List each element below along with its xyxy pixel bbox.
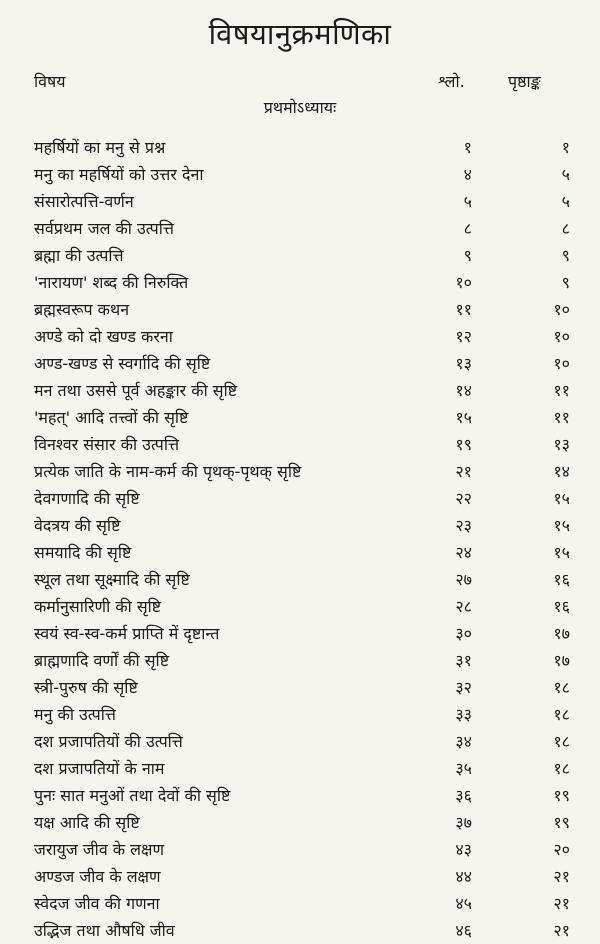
entry-page: ५ <box>561 192 570 211</box>
entry-shloka: १९ <box>455 435 472 454</box>
entry-page: १६ <box>553 597 570 616</box>
entry-subject: मनु का महर्षियों को उत्तर देना <box>34 165 204 184</box>
list-item <box>0 566 600 593</box>
entry-page: २१ <box>553 867 570 886</box>
entry-subject: सर्वप्रथम जल की उत्पत्ति <box>34 219 174 238</box>
entry-shloka: ४५ <box>455 894 472 913</box>
entry-shloka: १ <box>463 138 472 157</box>
entry-shloka: ४४ <box>455 867 472 886</box>
list-item <box>0 377 600 404</box>
entry-shloka: १३ <box>455 354 472 373</box>
entry-shloka: १४ <box>455 381 472 400</box>
entry-subject: ब्रह्मा की उत्पत्ति <box>34 246 124 265</box>
header-subject: विषय <box>34 72 66 91</box>
entry-subject: 'नारायण' शब्द की निरुक्ति <box>34 273 189 292</box>
entry-shloka: २४ <box>455 543 472 562</box>
list-item <box>0 620 600 647</box>
header-shloka: श्लो. <box>438 72 465 91</box>
list-item <box>0 512 600 539</box>
entry-shloka: २३ <box>455 516 472 535</box>
list-item <box>0 890 600 917</box>
entry-shloka: ३० <box>455 624 472 643</box>
entry-shloka: १५ <box>455 408 472 427</box>
entry-shloka: ४ <box>463 165 472 184</box>
list-item <box>0 296 600 323</box>
list-item <box>0 215 600 242</box>
list-item <box>0 269 600 296</box>
list-item <box>0 323 600 350</box>
entry-shloka: २७ <box>455 570 472 589</box>
entry-subject: वेदत्रय की सृष्टि <box>34 516 121 535</box>
list-item <box>0 863 600 890</box>
list-item <box>0 404 600 431</box>
entry-subject: उद्भिज तथा औषधि जीव <box>34 921 175 940</box>
entry-page: १९ <box>553 813 570 832</box>
entry-shloka: ३५ <box>455 759 472 778</box>
list-item <box>0 647 600 674</box>
entry-page: १८ <box>553 705 570 724</box>
entry-subject: देवगणादि की सृष्टि <box>34 489 140 508</box>
entry-page: ५ <box>561 165 570 184</box>
entry-subject: कर्मानुसारिणी की सृष्टि <box>34 597 162 616</box>
list-item <box>0 134 600 161</box>
entry-subject: स्वेदज जीव की गणना <box>34 894 160 913</box>
list-item <box>0 188 600 215</box>
entry-subject: स्वयं स्व-स्व-कर्म प्राप्ति में दृष्टान्त <box>34 624 220 643</box>
entry-subject: जरायुज जीव के लक्षण <box>34 840 165 859</box>
entry-page: १३ <box>553 435 570 454</box>
header-page: पृष्ठाङ्क <box>508 72 541 91</box>
entry-subject: संसारोत्पत्ति-वर्णन <box>34 192 134 211</box>
list-item <box>0 836 600 863</box>
entry-subject: ब्राह्मणादि वर्णों की सृष्टि <box>34 651 170 670</box>
entry-page: ८ <box>561 219 570 238</box>
entry-shloka: ८ <box>463 219 472 238</box>
entry-shloka: ९ <box>463 246 472 265</box>
entry-page: १७ <box>553 624 570 643</box>
entry-page: १४ <box>553 462 570 481</box>
entry-page: १ <box>561 138 570 157</box>
entry-page: १० <box>553 327 570 346</box>
page-title: विषयानुक्रमणिका <box>208 17 392 51</box>
entry-page: ११ <box>553 381 570 400</box>
entry-page: १५ <box>553 516 570 535</box>
list-item <box>0 755 600 782</box>
entry-page: २१ <box>553 894 570 913</box>
entry-subject: दश प्रजापतियों के नाम <box>34 759 165 778</box>
entry-page: १८ <box>553 678 570 697</box>
list-item <box>0 593 600 620</box>
entry-page: २० <box>553 840 570 859</box>
entry-shloka: ३३ <box>455 705 472 724</box>
entry-subject: ब्रह्मस्वरूप कथन <box>34 300 130 319</box>
entry-subject: अण्डे को दो खण्ड करना <box>34 327 173 346</box>
entry-shloka: ४३ <box>455 840 472 859</box>
entry-shloka: ३७ <box>455 813 472 832</box>
entry-page: ९ <box>561 273 570 292</box>
entries-list <box>0 134 600 944</box>
entry-subject: मन तथा उससे पूर्व अहङ्कार की सृष्टि <box>34 381 238 400</box>
entry-subject: 'महत्' आदि तत्त्वों की सृष्टि <box>34 408 189 427</box>
entry-shloka: ५ <box>463 192 472 211</box>
entry-shloka: ३६ <box>455 786 472 805</box>
entry-subject: महर्षियों का मनु से प्रश्न <box>34 138 166 157</box>
entry-page: १० <box>553 300 570 319</box>
entry-subject: अण्डज जीव के लक्षण <box>34 867 161 886</box>
list-item <box>0 917 600 944</box>
list-item <box>0 782 600 809</box>
list-item <box>0 701 600 728</box>
entry-page: १६ <box>553 570 570 589</box>
entry-shloka: २१ <box>455 462 472 481</box>
entry-subject: दश प्रजापतियों की उत्पत्ति <box>34 732 183 751</box>
entry-page: १७ <box>553 651 570 670</box>
entry-page: १५ <box>553 543 570 562</box>
entry-page: १५ <box>553 489 570 508</box>
entry-subject: विनश्वर संसार की उत्पत्ति <box>34 435 180 454</box>
entry-subject: प्रत्येक जाति के नाम-कर्म की पृथक्-पृथक् सृष्टि <box>34 462 302 481</box>
entry-subject: पुनः सात मनुओं तथा देवों की सृष्टि <box>34 786 231 805</box>
entry-subject: अण्ड-खण्ड से स्वर्गादि की सृष्टि <box>34 354 211 373</box>
list-item <box>0 350 600 377</box>
entry-subject: समयादि की सृष्टि <box>34 543 132 562</box>
entry-page: ११ <box>553 408 570 427</box>
list-item <box>0 458 600 485</box>
entry-shloka: ४६ <box>455 921 472 940</box>
list-item <box>0 539 600 566</box>
entry-page: १० <box>553 354 570 373</box>
entry-shloka: ३१ <box>455 651 472 670</box>
entry-shloka: २८ <box>455 597 472 616</box>
entry-shloka: ३४ <box>455 732 472 751</box>
list-item <box>0 728 600 755</box>
entry-subject: स्त्री-पुरुष की सृष्टि <box>34 678 138 697</box>
entry-shloka: ३२ <box>455 678 472 697</box>
list-item <box>0 809 600 836</box>
list-item <box>0 674 600 701</box>
entry-page: १९ <box>553 786 570 805</box>
entry-page: १८ <box>553 759 570 778</box>
entry-page: २१ <box>553 921 570 940</box>
list-item <box>0 485 600 512</box>
entry-subject: स्थूल तथा सूक्ष्मादि की सृष्टि <box>34 570 190 589</box>
entry-subject: यक्ष आदि की सृष्टि <box>34 813 140 832</box>
entry-page: ९ <box>561 246 570 265</box>
entry-shloka: ११ <box>455 300 472 319</box>
list-item <box>0 161 600 188</box>
entry-shloka: १० <box>455 273 472 292</box>
list-item <box>0 431 600 458</box>
chapter-heading: प्रथमोऽध्यायः <box>263 98 337 117</box>
entry-subject: मनु की उत्पत्ति <box>34 705 116 724</box>
entry-page: १८ <box>553 732 570 751</box>
entry-shloka: १२ <box>455 327 472 346</box>
list-item <box>0 242 600 269</box>
entry-shloka: २२ <box>455 489 472 508</box>
